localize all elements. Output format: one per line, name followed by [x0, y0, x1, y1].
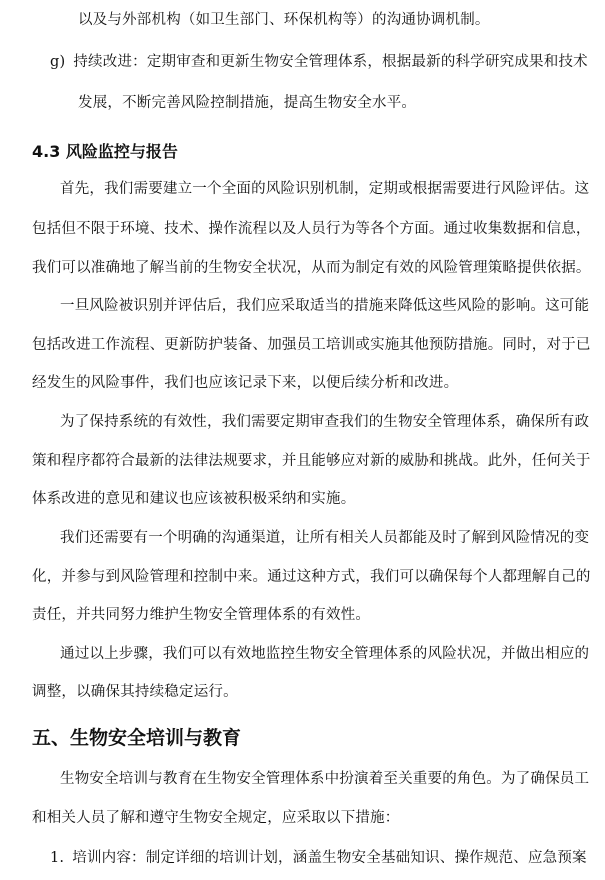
paragraph-1-line-3: 我们可以准确地了解当前的生物安全状况，从而为制定有效的风险管理策略提供依据。 — [32, 260, 591, 276]
paragraph-4-line-1: 我们还需要有一个明确的沟通渠道，让所有相关人员都能及时了解到风险情况的变 — [60, 530, 590, 546]
paragraph-2-line-1: 一旦风险被识别并评估后，我们应采取适当的措施来降低这些风险的影响。这可能 — [60, 298, 590, 314]
list-marker-1: 1. — [50, 850, 65, 866]
chapter-5-intro-line-2: 和相关人员了解和遵守生物安全规定，应采取以下措施： — [32, 810, 400, 826]
list-item-1 — [50, 849, 587, 867]
list-item-g-line2: 发展，不断完善风险控制措施，提高生物安全水平。 — [78, 95, 417, 111]
paragraph-3-line-2: 策和程序都符合最新的法律法规要求，并且能够应对新的威胁和挑战。此外，任何关于 — [32, 453, 591, 469]
paragraph-1-line-1: 首先，我们需要建立一个全面的风险识别机制，定期或根据需要进行风险评估。这 — [60, 181, 590, 197]
list-item-g-line1: 持续改进：定期审查和更新生物安全管理体系，根据最新的科学研究成果和技术 — [73, 54, 588, 70]
paragraph-2-line-3: 经发生的风险事件，我们也应该记录下来，以便后续分析和改进。 — [32, 375, 459, 391]
chapter-5-intro-line-1: 生物安全培训与教育在生物安全管理体系中扮演着至关重要的角色。为了确保员工 — [60, 771, 590, 787]
section-heading-4-3: 4.3 风险监控与报告 — [32, 142, 178, 161]
list-item-g — [50, 53, 588, 71]
paragraph-2-line-2: 包括改进工作流程、更新防护装备、加强员工培训或实施其他预防措施。同时，对于已 — [32, 337, 591, 353]
paragraph-1-line-2: 包括但不限于环境、技术、操作流程以及人员行为等各个方面。通过收集数据和信息， — [32, 221, 591, 237]
paragraph-5-line-2: 调整，以确保其持续稳定运行。 — [32, 684, 238, 700]
paragraph-3-line-1: 为了保持系统的有效性，我们需要定期审查我们的生物安全管理体系，确保所有政 — [60, 414, 590, 430]
paragraph-4-line-3: 责任，并共同努力维护生物安全管理体系的有效性。 — [32, 607, 371, 623]
chapter-heading-5: 五、生物安全培训与教育 — [32, 727, 242, 749]
paragraph-5-line-1: 通过以上步骤，我们可以有效地监控生物安全管理体系的风险状况，并做出相应的 — [60, 646, 590, 662]
list-item-1-line1: 培训内容：制定详细的培训计划，涵盖生物安全基础知识、操作规范、应急预案 — [72, 850, 587, 866]
list-continuation-line: 以及与外部机构（如卫生部门、环保机构等）的沟通协调机制。 — [78, 12, 490, 28]
paragraph-4-line-2: 化，并参与到风险管理和控制中来。通过这种方式，我们可以确保每个人都理解自己的 — [32, 569, 591, 585]
list-marker-g: g) — [50, 54, 66, 70]
paragraph-3-line-3: 体系改进的意见和建议也应该被积极采纳和实施。 — [32, 491, 356, 507]
